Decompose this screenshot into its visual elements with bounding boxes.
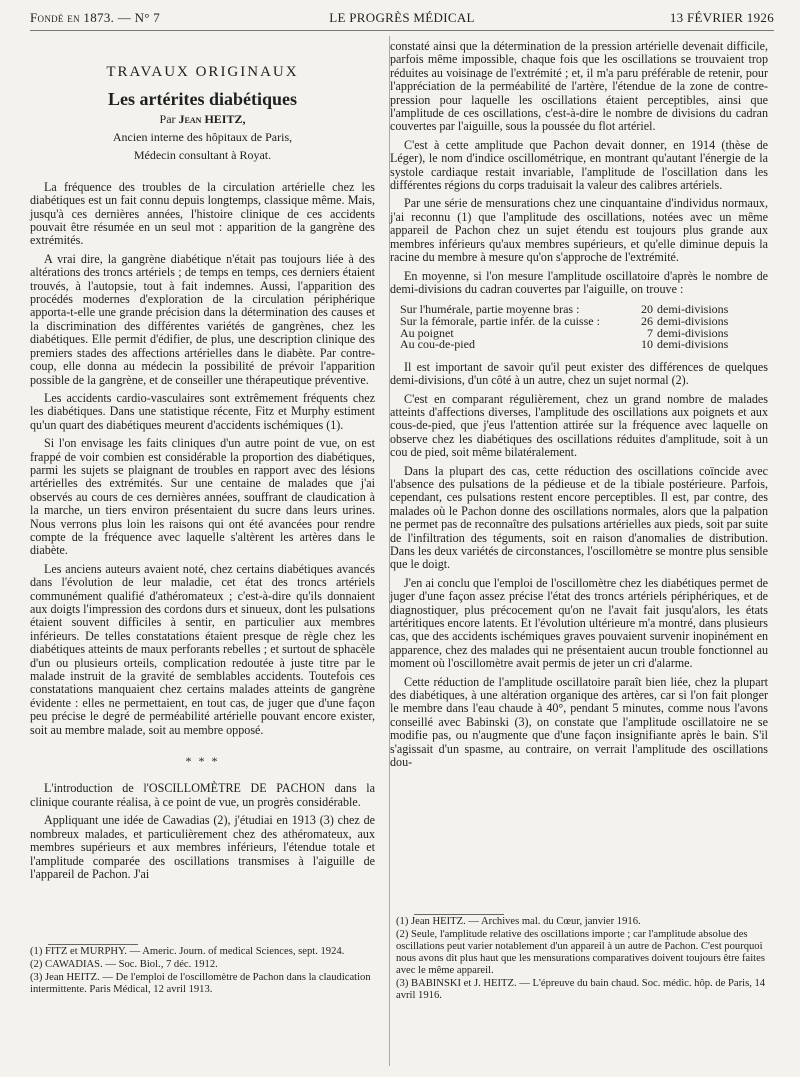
byline bbox=[30, 113, 375, 126]
table-cell-site: Sur l'humérale, partie moyenne bras : bbox=[400, 302, 580, 317]
right-footnotes bbox=[396, 914, 768, 1003]
paragraph: Dans la plupart des cas, cette réduction des oscillations coïncide avec l'absence des pulsations de la pédieuse et de la tibiale postérieure. Parfois, cependant, ces pulsations restent encore perceptibles. Il est, par contre, des malades où le Pachon donne des oscillations normales, alors que la palpation ne permet pas de reconnaître des pulsations artérielles aux pieds, soit par suite de l'infiltration des téguments, soit en raison d'anomalies de distribution. Dans les deux variétés de circonstances, l'oscillomètre se montre plus sensible que le doigt. bbox=[390, 463, 768, 572]
paragraph: C'est à cette amplitude que Pachon devait donner, en 1914 (thèse de Léger), le nom d'indice oscillométrique, en montrant qu'autant l'énergie de la systole cardiaque restait invariable, l'amplitude de l'oscillation dans les différentes régions du corps traduisait la valeur des calibres artériels. bbox=[390, 137, 768, 193]
journal-founding-issue: Fondé en 1873. — N° 7 bbox=[30, 10, 161, 25]
author-affiliation-2: Médecin consultant à Royat. bbox=[133, 147, 272, 162]
footnote-rule bbox=[414, 914, 504, 915]
journal-title: LE PROGRÈS MÉDICAL bbox=[329, 10, 475, 25]
table-cell-value: 10 bbox=[641, 337, 653, 352]
table-cell-unit: demi-divisions bbox=[657, 325, 729, 340]
paragraph: Il est important de savoir qu'il peut exister des différences de quelques demi-divisions, d'un côté à un autre, chez un sujet normal (2). bbox=[390, 359, 768, 388]
table-cell-site: Au cou-de-pied bbox=[400, 337, 475, 352]
footnote: (2) CAWADIAS. — Soc. Biol., 7 déc. 1912. bbox=[30, 959, 218, 970]
footnote: (3) Jean HEITZ. — De l'emploi de l'oscillomètre de Pachon dans la claudication intermittente. Paris Médical, 12 avril 1913. bbox=[30, 972, 371, 995]
paragraph: J'en ai conclu que l'emploi de l'oscillomètre chez les diabétiques permet de juger d'une façon assez précise l'état des troncs artériels périphériques, et de diagnostiquer, plus précocement qu'on ne l'avait fait jusqu'alors, les états artéritiques encore latents. Et l'évolution ultérieure m'a montré, dans plusieurs cas, que des accidents ischémiques graves pouvaient survenir inopinément en apparence, chez des malades qui ne présentaient aucun trouble fonctionnel au moment où l'oscillomètre avait permis de jeter un cri d'alarme. bbox=[390, 575, 768, 671]
table-cell-value: 7 bbox=[647, 325, 653, 340]
table-cell-unit: demi-divisions bbox=[657, 337, 729, 352]
table-cell-value: 26 bbox=[641, 313, 653, 328]
header-rule bbox=[30, 30, 774, 31]
paragraph: L'introduction de l'OSCILLOMÈTRE DE PACHON dans la clinique courante réalisa, à ce point de vue, un progrès considérable. bbox=[30, 781, 375, 809]
table-row bbox=[400, 339, 728, 351]
paragraph: En moyenne, si l'on mesure l'amplitude oscillatoire d'après le nombre de demi-divisions du cadran couvertes par l'aiguille, on trouve : bbox=[390, 268, 768, 296]
paragraph: constaté ainsi que la détermination de la pression artérielle devenait difficile, parfois même impossible, chaque fois que les oscillations se trouvaient trop réduites au voisinage de l'extrémité ; et, il m'a paru préférable de retenir, pour l'appréciation de la perméabilité de l'artère, l'étendue de la zone de contre-pression pour laquelle les oscillations étaient perceptibles, ainsi que l'amplitude de ces oscillations, c'est-à-dire le nombre de divisions du cadran couvertes par l'aiguille, sous la poussée du flot artériel. bbox=[390, 39, 768, 134]
footnote: (1) Jean HEITZ. — Archives mal. du Cœur, janvier 1916. bbox=[396, 916, 641, 927]
paragraph: Les accidents cardio-vasculaires sont extrêmement fréquents chez les diabétiques. Dans une statistique récente, Fitz et Murphy estiment qu'un quart des diabétiques meurent d'accidents ischémiques (1). bbox=[30, 390, 375, 432]
right-column bbox=[390, 40, 768, 774]
footnote: (2) Seule, l'amplitude relative des oscillations importe ; car l'amplitude absolue des oscillations peut varier notablement d'un appareil à un autre de Pachon. C'est pourquoi nous avons dit plus haut que les mensurations comparatives doivent toujours être faites avec le même appareil. bbox=[396, 929, 765, 976]
issue-date: 13 FÉVRIER 1926 bbox=[669, 10, 774, 25]
table-cell-unit: demi-divisions bbox=[657, 313, 729, 328]
paragraph: Si l'on envisage les faits cliniques d'un autre point de vue, on est frappé de voir combien est considérable la proportion des diabétiques, parmi les sujets se plaignant de troubles en rapport avec des lésions artérielles des extrémités. Sur une centaine de malades que j'ai observés au cours de ces dernières années, souffrant de claudication à la marche, un tiers environ présentaient du sucre dans leurs urines. Nous verrons plus loin les raisons qui ont été avancées pour rendre compte de la fréquence avec laquelle s'altèrent les artères dans le diabète. bbox=[30, 436, 375, 558]
footnote: (3) BABINSKI et J. HEITZ. — L'épreuve du bain chaud. Soc. médic. hôp. de Paris, 14 avril 1916. bbox=[396, 978, 766, 1001]
section-title: TRAVAUX ORIGINAUX bbox=[106, 64, 299, 80]
author-name: Jean HEITZ, bbox=[178, 111, 246, 126]
paragraph: Appliquant une idée de Cawadias (2), j'étudiai en 1913 (3) chez de nombreux malades, et particulièrement chez des athéromateux, aux membres supérieurs et aux membres inférieurs, l'étendue totale et l'amplitude comparée des oscillations transmises à l'aiguille de l'appareil de Pachon. J'ai bbox=[30, 813, 375, 881]
table-cell-value: 20 bbox=[641, 302, 653, 317]
paragraph: A vrai dire, la gangrène diabétique n'était pas toujours liée à des altérations des troncs artériels ; de temps en temps, ces derniers étaient trouvés, à l'autopsie, tout à fait indemnes. Aussi, l'apparition des procédés modernes d'exploration de la circulation périphérique apporta-t-elle une grande précision dans la détermination des causes et la discrimination des différentes variétés de gangrènes, chez les diabétiques. Elle permit d'édifier, de plus, une description clinique des premiers stades des affections artérielles dans le diabète. Par contre-coup, elle donna au médecin la possibilité de prévoir l'apparition possible de la gangrène, et de conseiller une thérapeutique préventive. bbox=[30, 251, 375, 387]
table-cell-site: Au poignet bbox=[400, 325, 454, 340]
paragraph: C'est en comparant régulièrement, chez un grand nombre de malades atteints d'affections diverses, l'amplitude des oscillations aux poignets et aux cous-de-pied, que j'eus l'attention attirée sur la fréquence avec laquelle on observe chez les diabétiques des oscillations réduites d'amplitude, soit à un cou de pied, soit même bilatéralement. bbox=[390, 391, 768, 460]
paragraph: La fréquence des troubles de la circulation artérielle chez les diabétiques est un fait connu depuis longtemps, classique même. Mais, jusqu'à ces dernières années, l'histoire clinique de ces accidents pouvait être résumée en un seul mot : apparition de la gangrène des extrémités. bbox=[30, 179, 375, 248]
paragraph: Par une série de mensurations chez une cinquantaine d'individus normaux, j'ai reconnu (1) que l'amplitude des oscillations, notées avec un même appareil de Pachon chez un sujet étendu est toujours plus grande aux membres inférieurs qu'aux membres supérieurs, et qu'elle diminue depuis la racine du membre à mesure qu'on s'approche de l'extrémité. bbox=[390, 196, 768, 265]
table-cell-site: Sur la fémorale, partie infér. de la cuisse : bbox=[400, 313, 600, 328]
left-column bbox=[30, 40, 375, 886]
page-header bbox=[30, 10, 774, 28]
oscillation-table bbox=[400, 304, 728, 350]
article-title: Les artérites diabétiques bbox=[108, 89, 297, 110]
footnote: (1) FITZ et MURPHY. — Americ. Journ. of medical Sciences, sept. 1924. bbox=[30, 946, 345, 957]
paragraph: Les anciens auteurs avaient noté, chez certains diabétiques avancés dans l'évolution de leur maladie, cet état des troncs artériels communément qualifié d'athéromateux ; c'est-à-dire qu'ils donnaient aux doigts l'impression des cordons durs et sinueux, dont les pulsations étaient souvent difficiles à sentir, en particulier aux membres inférieurs. De telles constatations étaient presque de règle chez les diabétiques atteints de maux perforants rebelles ; et surtout de sphacèle d'un ou plusieurs orteils, complication redoutée à juste titre par le malade instruit de la gravité de semblables accidents. Toutefois ces constatations manquaient chez certains malades atteints de gangrène évidente : elles ne permettaient, en tout cas, de juger que d'une façon peu précise le degré de perméabilité artérielle pouvant encore exister, soit au membre malade, soit au membre opposé. bbox=[30, 561, 375, 737]
table-cell-unit: demi-divisions bbox=[657, 302, 729, 317]
byline-prefix: Par bbox=[159, 111, 176, 126]
section-separator: * * * bbox=[185, 754, 220, 769]
paragraph: Cette réduction de l'amplitude oscillatoire paraît bien liée, chez la plupart des diabétiques, à une altération organique des artères, car si l'on fait plonger le membre dans l'eau chaude à 40°, pendant 5 minutes, comme nous l'avons conseillé avec Babinski (3), on constate que l'amplitude oscillatoire ne se modifie pas, ou n'augmente que d'une façon insignifiante après le bain. S'il s'agissait d'un spasme, au contraire, on verrait l'amplitude des oscillations dou- bbox=[390, 674, 768, 770]
author-affiliation-1: Ancien interne des hôpitaux de Paris, bbox=[112, 129, 293, 144]
left-footnotes bbox=[30, 944, 375, 997]
footnote-rule bbox=[48, 944, 138, 945]
